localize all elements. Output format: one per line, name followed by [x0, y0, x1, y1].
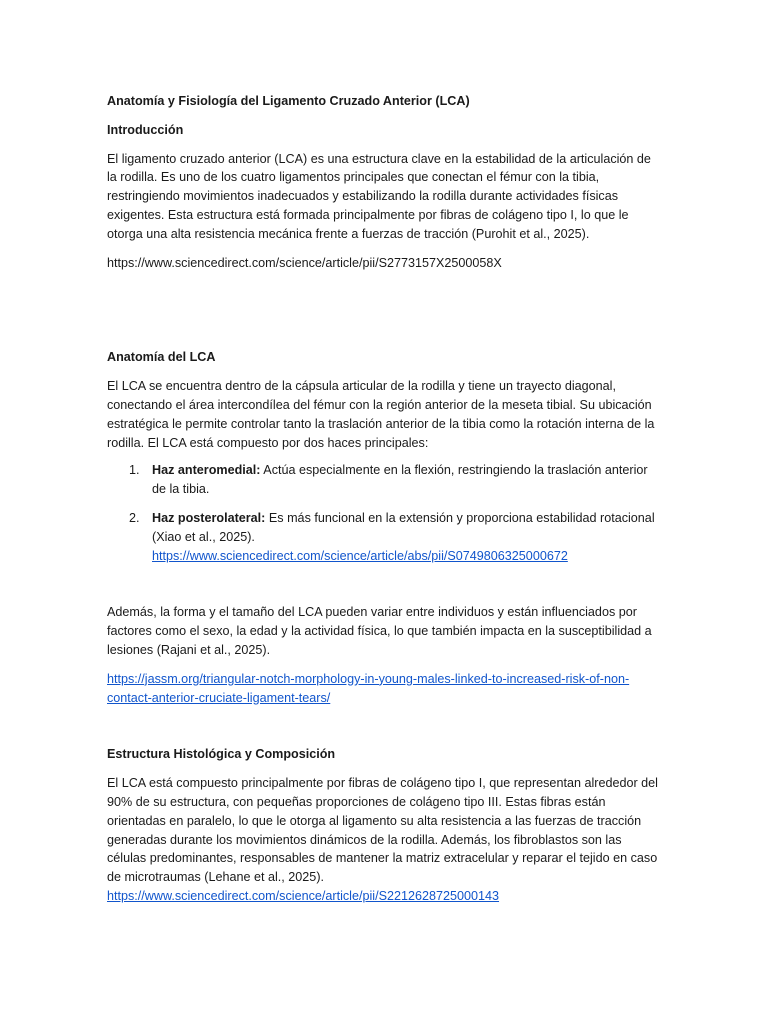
intro-paragraph: El ligamento cruzado anterior (LCA) es una estructura clave en la estabilidad de la articulación de la rodilla. Es uno de los cuatro ligamentos principales que conectan el fémur con la tibia, restringiendo movimientos inadecuados y estabilizando la rodilla durante actividades físicas exigentes. Esta estructura está formada principalmente por fibras de colágeno tipo I, lo que le otorga una alta resistencia mecánica frente a fuerzas de tracción (Purohit et al., 2025). — [107, 151, 651, 241]
list-number: 2. — [129, 510, 140, 525]
histology-heading: Estructura Histológica y Composición — [107, 747, 336, 762]
rajani-reference-link[interactable]: https://jassm.org/triangular-notch-morphology-in-young-males-linked-to-increased-risk-of-non-contact-anterior-cruciate-ligament-tears/ — [107, 671, 630, 705]
intro-heading: Introducción — [107, 122, 184, 137]
list-item-posterolateral — [107, 509, 663, 565]
lehane-reference-wrapper — [107, 887, 663, 906]
list-item-text: Es más funcional en la extensión y proporciona estabilidad rotacional (Xiao et al., 2025). — [152, 510, 655, 544]
histology-paragraph: El LCA está compuesto principalmente por fibras de colágeno tipo I, que representan alrededor del 90% de su estructura, con pequeñas proporciones de colágeno tipo III. Estas fibras están orientadas en paralelo, lo que le otorga al ligamento su alta resistencia a las fuerzas de tracción generadas durante los movimientos dinámicos de la rodilla. Además, los fibroblastos son las células predominantes, responsables de mantener la matriz extracelular y reparar el tejido en caso de microtraumas (Lehane et al., 2025). — [107, 776, 658, 885]
bundle-list — [107, 461, 663, 565]
list-item-text: Actúa especialmente en la flexión, restringiendo la traslación anterior de la tibia. — [152, 463, 648, 497]
list-number: 1. — [129, 463, 140, 478]
rajani-reference-wrapper — [107, 670, 663, 708]
anatomy-heading: Anatomía del LCA — [107, 350, 216, 365]
lehane-reference-link[interactable]: https://www.sciencedirect.com/science/article/pii/S2212628725000143 — [107, 888, 500, 903]
xiao-reference-link[interactable]: https://www.sciencedirect.com/science/article/abs/pii/S0749806325000672 — [152, 548, 568, 563]
list-item-term: Haz anteromedial: — [152, 463, 261, 478]
list-item-term: Haz posterolateral: — [152, 510, 266, 525]
list-item-anteromedial — [107, 461, 663, 499]
document-title: Anatomía y Fisiología del Ligamento Cruzado Anterior (LCA) — [107, 94, 470, 108]
anatomy-paragraph: El LCA se encuentra dentro de la cápsula articular de la rodilla y tiene un trayecto diagonal, conectando el área intercondílea del fémur con la región anterior de la meseta tibial. Su ubicación estratégica le permite controlar tanto la traslación anterior de la tibia como la rotación interna de la rodilla. El LCA está compuesto por dos haces principales: — [107, 379, 655, 450]
anatomy-extra-paragraph: Además, la forma y el tamaño del LCA pueden variar entre individuos y están influenciados por factores como el sexo, la edad y la actividad física, lo que también impacta en la susceptibilidad a lesiones (Rajani et al., 2025). — [107, 605, 652, 657]
intro-url: https://www.sciencedirect.com/science/article/pii/S2773157X2500058X — [107, 255, 502, 270]
document-page — [107, 92, 663, 906]
